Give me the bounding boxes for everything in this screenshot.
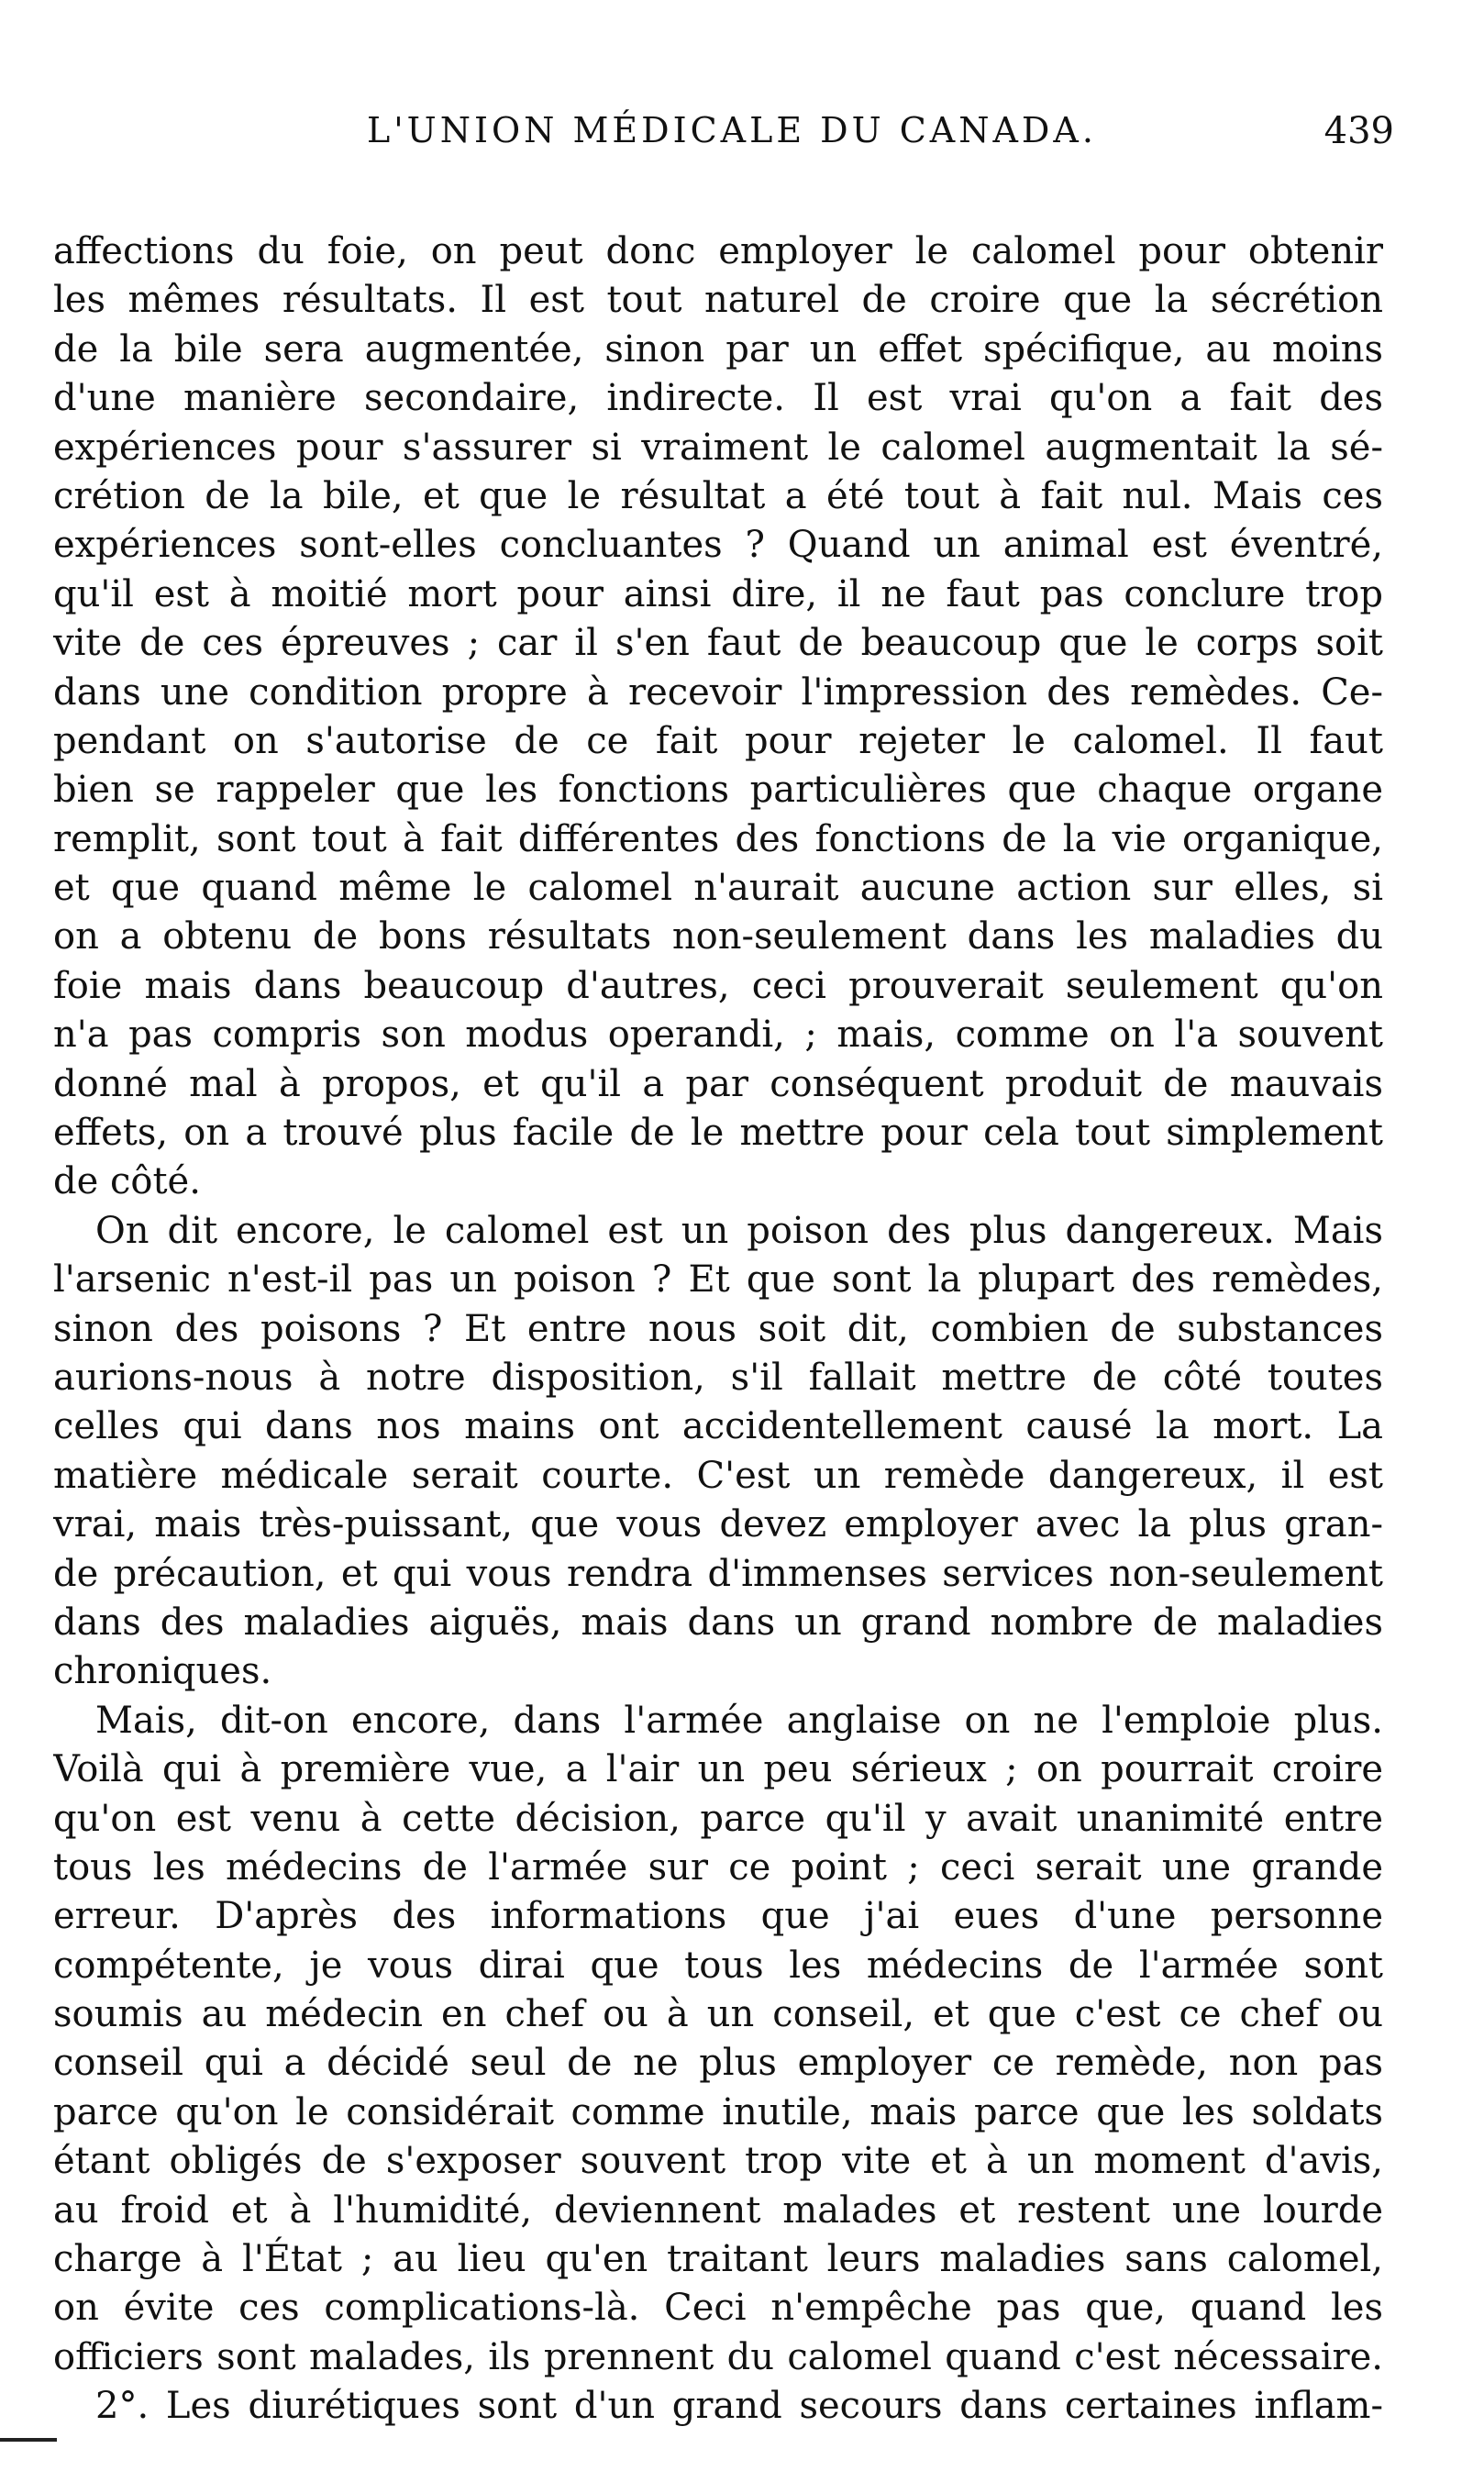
text-line: soumis au médecin en chef ou à un conseil, et que c'est ce chef ou <box>53 1993 1383 2036</box>
text-line: n'a pas compris son modus operandi, ; mais, comme on l'a souvent <box>53 1014 1383 1057</box>
text-line: de la bile sera augmentée, sinon par un effet spécifique, au moins <box>53 327 1383 371</box>
text-line: au froid et à l'humidité, deviennent malades et restent une lourde <box>53 2188 1383 2232</box>
text-line: tous les médecins de l'armée sur ce point ; ceci serait une grande <box>53 1845 1383 1889</box>
text-line: expériences pour s'assurer si vraiment le calomel augmentait la sé- <box>53 426 1383 469</box>
body-text <box>53 227 1383 2432</box>
text-line: sinon des poisons ? Et entre nous soit dit, combien de substances <box>53 1307 1383 1350</box>
text-line: qu'il est à moitié mort pour ainsi dire, il ne faut pas conclure trop <box>53 572 1383 615</box>
text-line: matière médicale serait courte. C'est un remède dangereux, il est <box>53 1454 1383 1497</box>
text-line: erreur. D'après des informations que j'ai eues d'une personne <box>53 1895 1383 1938</box>
text-line: bien se rappeler que les fonctions particulières que chaque organe <box>53 769 1383 812</box>
text-line: crétion de la bile, et que le résultat a été tout à fait nul. Mais ces <box>53 474 1383 517</box>
text-line: on a obtenu de bons résultats non-seulement dans les maladies du <box>53 915 1383 958</box>
text-line: On dit encore, le calomel est un poison des plus dangereux. Mais <box>95 1209 1383 1252</box>
text-line: remplit, sont tout à fait différentes des fonctions de la vie organique, <box>53 817 1383 860</box>
text-line: et que quand même le calomel n'aurait aucune action sur elles, si <box>53 867 1383 910</box>
running-title: L'UNION MÉDICALE DU CANADA. <box>367 110 1097 150</box>
text-line: affections du foie, on peut donc employer le calomel pour obtenir <box>53 230 1383 272</box>
page-number: 439 <box>1323 110 1394 152</box>
text-line: dans des maladies aiguës, mais dans un grand nombre de maladies <box>53 1601 1383 1644</box>
page-header <box>275 110 1394 165</box>
text-line: compétente, je vous dirai que tous les médecins de l'armée sont <box>53 1944 1383 1987</box>
text-line: de côté. <box>53 1160 201 1203</box>
text-line: parce qu'on le considérait comme inutile, mais parce que les soldats <box>53 2090 1383 2133</box>
text-line: les mêmes résultats. Il est tout naturel de croire que la sécrétion <box>53 279 1383 322</box>
text-line: chroniques. <box>53 1650 272 1693</box>
text-line: étant obligés de s'exposer souvent trop vite et à un moment d'avis, <box>53 2140 1383 2183</box>
text-line: l'arsenic n'est-il pas un poison ? Et que sont la plupart des remèdes, <box>53 1258 1383 1302</box>
text-line: effets, on a trouvé plus facile de le mettre pour cela tout simplement <box>53 1112 1383 1155</box>
text-line: expériences sont-elles concluantes ? Quand un animal est éventré, <box>53 524 1383 567</box>
text-line: d'une manière secondaire, indirecte. Il est vrai qu'on a fait des <box>53 377 1383 420</box>
text-line: celles qui dans nos mains ont accidentellement causé la mort. La <box>53 1405 1383 1448</box>
text-line: vite de ces épreuves ; car il s'en faut de beaucoup que le corps soit <box>53 622 1383 665</box>
text-line: Mais, dit-on encore, dans l'armée anglaise on ne l'emploie plus. <box>95 1699 1383 1742</box>
text-line: officiers sont malades, ils prennent du calomel quand c'est nécessaire. <box>53 2335 1383 2378</box>
text-line: conseil qui a décidé seul de ne plus employer ce remède, non pas <box>53 2042 1383 2085</box>
text-line: on évite ces complications-là. Ceci n'empêche pas que, quand les <box>53 2287 1383 2330</box>
text-line: qu'on est venu à cette décision, parce qu'il y avait unanimité entre <box>53 1797 1383 1840</box>
text-line: de précaution, et qui vous rendra d'immenses services non-seulement <box>53 1552 1383 1595</box>
text-line: Voilà qui à première vue, a l'air un peu sérieux ; on pourrait croire <box>53 1748 1383 1791</box>
text-line: 2°. Les diurétiques sont d'un grand secours dans certaines inflam- <box>95 2385 1383 2428</box>
text-line: vrai, mais très-puissant, que vous devez employer avec la plus gran- <box>53 1503 1383 1546</box>
text-line: donné mal à propos, et qu'il a par conséquent produit de mauvais <box>53 1062 1383 1105</box>
text-line: pendant on s'autorise de ce fait pour rejeter le calomel. Il faut <box>53 719 1383 762</box>
printer-mark <box>0 2438 57 2442</box>
text-line: charge à l'État ; au lieu qu'en traitant leurs maladies sans calomel, <box>53 2238 1383 2281</box>
text-line: foie mais dans beaucoup d'autres, ceci prouverait seulement qu'on <box>53 964 1383 1007</box>
text-line: dans une condition propre à recevoir l'impression des remèdes. Ce- <box>53 670 1383 714</box>
text-line: aurions-nous à notre disposition, s'il fallait mettre de côté toutes <box>53 1356 1383 1399</box>
